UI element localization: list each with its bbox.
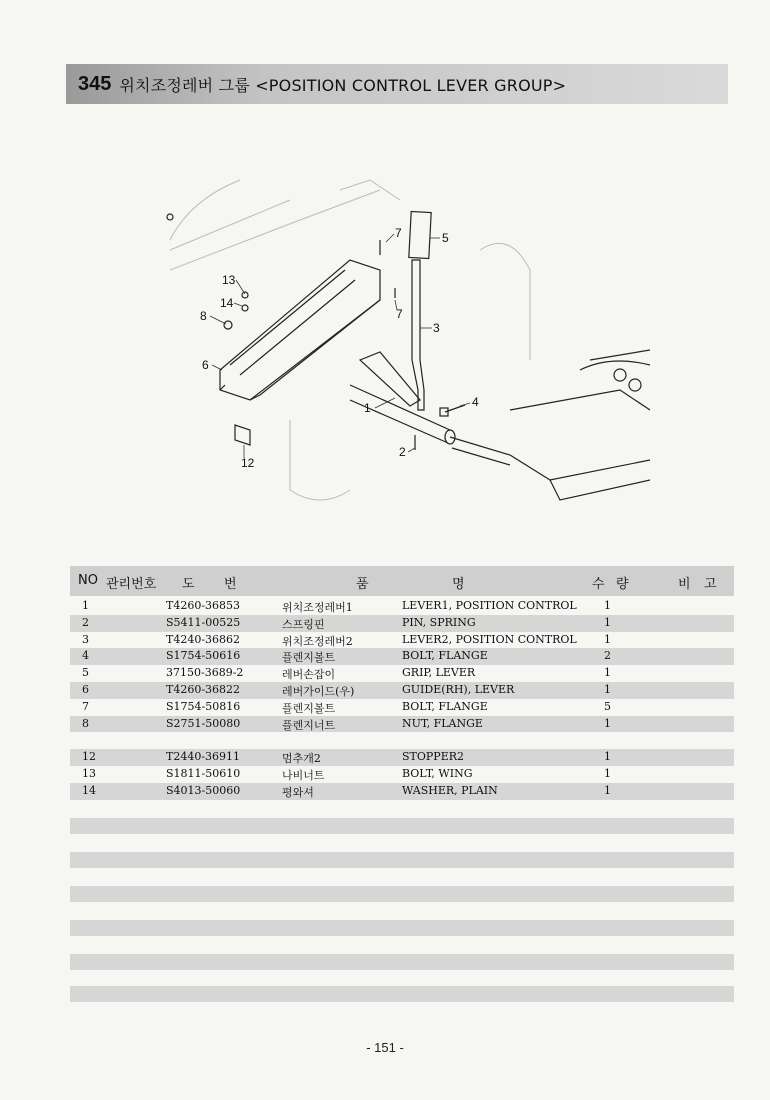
header-name-1: 품 [356, 577, 369, 592]
row-part-number: T4260-36853 [166, 599, 241, 612]
background-frame-lines [170, 180, 530, 500]
row-korean-name: 위치조정레버2 [282, 634, 353, 648]
callout-13: 13 [222, 273, 236, 287]
callout-7-top: 7 [395, 226, 402, 240]
row-korean-name: 플렌지볼트 [282, 651, 336, 665]
section-number: 345 [78, 72, 112, 95]
row-korean-name: 플렌지너트 [282, 718, 336, 732]
row-quantity: 1 [604, 716, 611, 730]
header-drawing-1: 도 [182, 577, 195, 592]
row-english-name: BOLT, FLANGE [402, 649, 488, 663]
callout-8: 8 [200, 309, 207, 323]
callout-14: 14 [220, 296, 234, 310]
row-no: 14 [82, 783, 96, 797]
row-english-name: GRIP, LEVER [402, 666, 476, 680]
exploded-parts-diagram [150, 160, 650, 540]
row-part-number: S1811-50610 [166, 766, 241, 780]
row-quantity: 1 [604, 750, 611, 764]
table-row [70, 766, 734, 783]
row-english-name: WASHER, PLAIN [402, 783, 498, 797]
empty-table-stripe [70, 954, 734, 970]
row-english-name: BOLT, WING [402, 766, 473, 780]
row-no: 5 [82, 666, 89, 680]
parts-table-header [70, 566, 734, 596]
row-part-number: T2440-36911 [166, 750, 241, 764]
section-header [66, 64, 728, 104]
row-english-name: NUT, FLANGE [402, 716, 483, 730]
row-quantity: 1 [604, 682, 611, 696]
row-no: 8 [82, 716, 89, 730]
header-qty-2: 량 [616, 577, 629, 592]
row-part-number: T4240-36862 [166, 632, 241, 646]
callout-3: 3 [433, 321, 440, 335]
row-english-name: PIN, SPRING [402, 615, 476, 629]
row-quantity: 1 [604, 615, 611, 629]
empty-table-stripe [70, 818, 734, 834]
row-english-name: LEVER2, POSITION CONTROL [402, 632, 577, 646]
row-korean-name: 플렌지볼트 [282, 701, 336, 715]
header-name-2: 명 [452, 577, 465, 592]
row-part-number: S1754-50816 [166, 699, 241, 713]
table-row [70, 783, 734, 800]
lever-grip [409, 212, 431, 259]
callout-5: 5 [442, 231, 449, 245]
empty-table-stripe [70, 852, 734, 868]
row-part-number: 37150-3689-2 [166, 666, 244, 680]
row-part-number: S5411-00525 [166, 615, 241, 629]
row-no: 6 [82, 682, 89, 696]
stopper-2 [235, 425, 250, 445]
row-no: 3 [82, 632, 89, 646]
row-korean-name: 레버가이드(우) [282, 684, 355, 698]
header-qty-1: 수 [592, 577, 605, 592]
table-row [70, 665, 734, 682]
row-quantity: 1 [604, 766, 611, 780]
header-management-no: 관리번호 [106, 577, 157, 592]
row-no: 13 [82, 766, 96, 780]
table-row [70, 716, 734, 733]
callout-4: 4 [472, 395, 479, 409]
row-english-name: BOLT, FLANGE [402, 699, 488, 713]
row-quantity: 1 [604, 783, 611, 797]
row-part-number: S2751-50080 [166, 716, 241, 730]
header-remark-2: 고 [704, 577, 717, 592]
lever-2 [412, 260, 424, 410]
empty-table-stripe [70, 886, 734, 902]
machine-body [510, 350, 650, 500]
lever-guide [220, 260, 380, 400]
row-part-number: S4013-50060 [166, 783, 241, 797]
row-korean-name: 멈추개2 [282, 752, 321, 766]
row-part-number: T4260-36822 [166, 682, 241, 696]
row-korean-name: 평와셔 [282, 785, 314, 799]
callout-7-right: 7 [396, 307, 403, 321]
table-row [70, 598, 734, 615]
table-row [70, 615, 734, 632]
row-no: 7 [82, 699, 89, 713]
row-korean-name: 스프링핀 [282, 617, 325, 631]
empty-table-stripe [70, 920, 734, 936]
callout-2: 2 [399, 445, 406, 459]
header-remark-1: 비 [678, 577, 691, 592]
row-quantity: 1 [604, 666, 611, 680]
section-title: 위치조정레버 그룹 <POSITION CONTROL LEVER GROUP> [119, 75, 567, 95]
row-no: 1 [82, 599, 89, 612]
row-quantity: 1 [604, 599, 611, 612]
table-row [70, 648, 734, 665]
diagram-callouts [200, 226, 479, 470]
callout-12: 12 [241, 456, 255, 470]
row-english-name: GUIDE(RH), LEVER [402, 682, 515, 696]
row-english-name: LEVER1, POSITION CONTROL [402, 599, 577, 612]
row-no: 2 [82, 615, 89, 629]
table-row [70, 699, 734, 716]
row-part-number: S1754-50616 [166, 649, 241, 663]
header-drawing-2: 번 [224, 577, 237, 592]
table-row [70, 682, 734, 699]
row-quantity: 1 [604, 632, 611, 646]
row-korean-name: 위치조정레버1 [282, 601, 353, 614]
header-no: NO [78, 573, 98, 588]
parts-illustration [150, 160, 650, 540]
callout-1: 1 [364, 401, 371, 415]
bolt-4 [440, 405, 465, 416]
page-number: - 151 - [366, 1040, 404, 1055]
parts-table-body [70, 598, 734, 800]
row-no: 4 [82, 649, 89, 663]
table-row [70, 749, 734, 766]
row-korean-name: 레버손잡이 [282, 668, 336, 682]
row-english-name: STOPPER2 [402, 750, 465, 764]
empty-table-stripe [70, 986, 734, 1002]
table-row-empty [70, 732, 734, 749]
row-no: 12 [82, 750, 96, 764]
callout-6: 6 [202, 358, 209, 372]
table-row [70, 632, 734, 649]
row-korean-name: 나비너트 [282, 768, 325, 782]
lever-1 [350, 352, 510, 465]
row-quantity: 5 [604, 699, 611, 713]
row-quantity: 2 [604, 649, 611, 663]
